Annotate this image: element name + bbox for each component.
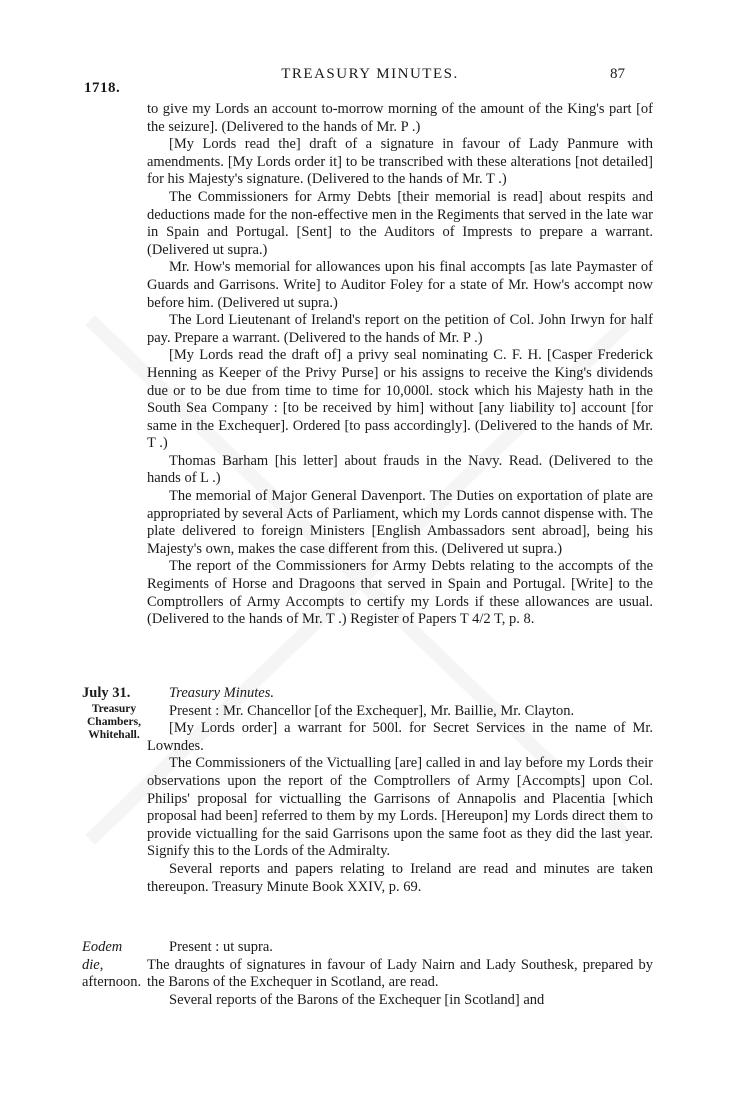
entry-paragraph: to give my Lords an account to-morrow morning of the amount of the King's part [of the seizure]. (Delivered to the hands of Mr. P .) (147, 101, 653, 135)
entry-paragraph: Mr. How's memorial for allowances upon his final accompts [as late Paymaster of Guards and Garrisons. Write] to Auditor Foley for a state of Mr. How's accompt now before him. (Delivered ut supra.) (147, 259, 653, 311)
entry-paragraph: The Commissioners for Army Debts [their memorial is read] about respits and deductions made for the non-effective men in the Regiments that served in the late war in Spain and Portugal. [Sent] to the Auditors of Imprests to prepare a warrant. (Delivered ut supra.) (147, 188, 653, 258)
margin-time: afternoon. (82, 974, 142, 991)
section-heading: Treasury Minutes. (169, 685, 274, 701)
entry-paragraph: Several reports and papers relating to Ireland are read and minutes are taken thereupon. Treasury Minute Book XXIV, p. 69. (147, 860, 653, 895)
section-july31 (147, 685, 653, 896)
year-heading: 1718. (84, 80, 121, 96)
entry-paragraph: The report of the Commissioners for Army Debts relating to the accompts of the Regiments of Horse and Dragoons that served in Spain and Portugal. [Write] to the Comptrollers of Army Accompts to certify my Lords if these allowances are usual. (Delivered to the hands of Mr. T .) Register of Papers T 4/2 T, p. 8. (147, 558, 653, 628)
margin-date: Eodem die, (82, 939, 123, 973)
margin-afternoon (82, 939, 146, 992)
entries-top (147, 101, 653, 629)
entry-paragraph: The draughts of signatures in favour of Lady Nairn and Lady Southesk, prepared by the Barons of the Exchequer in Scotland, are read. (147, 956, 653, 991)
entry-paragraph: Thomas Barham [his letter] about frauds in the Navy. Read. (Delivered to the hands of L .) (147, 452, 653, 487)
margin-place: Treasury Chambers, Whitehall. (87, 702, 141, 741)
section-afternoon (147, 939, 653, 1009)
present-line: Present : Mr. Chancellor [of the Exchequer], Mr. Baillie, Mr. Clayton. (169, 702, 575, 719)
entry-paragraph: [My Lords read the draft of] a privy seal nominating C. F. H. [Casper Frederick Henning as Keeper of the Privy Purse] or his assigns to receive the King's dividends due or to be due from time to time for 10,000l. stock which his Majesty hath in the South Sea Company : [to be received by him] without [any liability to] account [for same in the Exchequer]. Ordered [to pass accordingly]. (Delivered to the hands of Mr. T .) (147, 347, 653, 452)
entry-paragraph: Several reports of the Barons of the Exchequer [in Scotland] and (169, 991, 545, 1008)
page-number: 87 (610, 66, 625, 82)
entry-paragraph: The memorial of Major General Davenport. The Duties on exportation of plate are appropriated by several Acts of Parliament, which my Lords cannot dispense with. The plate delivered to foreign Ministers [English Ambassadors sent abroad], being his Majesty's own, makes the case different from this. (Delivered ut supra.) (147, 488, 653, 557)
running-title: TREASURY MINUTES. (281, 66, 459, 82)
margin-july31 (82, 685, 146, 742)
margin-date: July 31. (82, 685, 131, 701)
entry-paragraph: The Commissioners of the Victualling [are] called in and lay before my Lords their observations upon the report of the Comptrollers of Army [Accompts] upon Col. Philips' proposal for victualling the Garrisons of Annapolis and Placentia [which proposal had been] referred to them by my Lords. [Hereupon] my Lords direct them to provide victualling for the said Garrisons upon the same foot as they did the last year. Signify this to the Lords of the Admiralty. (147, 755, 653, 860)
present-line: Present : ut supra. (169, 939, 273, 955)
entry-paragraph: [My Lords read the] draft of a signature in favour of Lady Panmure with amendments. [My Lords order it] to be transcribed with these alterations [not detailed] for his Majesty's signature. (Delivered to the hands of Mr. T .) (147, 136, 653, 188)
entry-paragraph: [My Lords order] a warrant for 500l. for Secret Services in the name of Mr. Lowndes. (147, 720, 653, 754)
entry-paragraph: The Lord Lieutenant of Ireland's report on the petition of Col. John Irwyn for half pay. Prepare a warrant. (Delivered to the hands of Mr. P .) (147, 312, 653, 346)
